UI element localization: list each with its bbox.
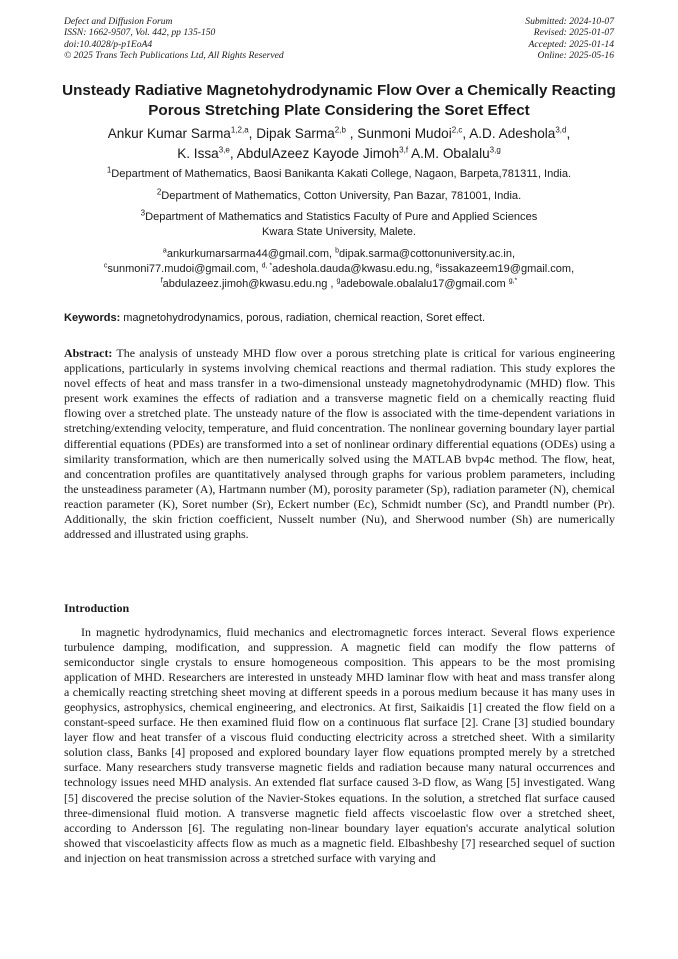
author: K. Issa$^{3,e}$, <box>177 144 237 161</box>
email[interactable]: $^a$ankurkumarsarma44@gmail.com, <box>162 247 336 260</box>
introduction-paragraph: In magnetic hydrodynamics, fluid mechanics and electromagnetic forces interact. Several flows experience turbulence damping, modification, and suppression. A magnetic field can modify the flow patterns of semiconductor single crystals to ensure homogeneous composition. This appears to be the most promising application of MHD. Researchers are interested in unsteady MHD laminar flow with heat and mass transfer along a chemically reacting stretching sheet moving at different speeds in a porous medium because it has many uses in geophysics, astrophysics, chemical engineering, and electronics. At first, Saikaidis [1] created the flow field on a constant-speed surface. He then examined fluid flow on a continuous flat surface [2]. Crane [3] studied boundary layer flow and heat transfer of a viscous fluid conducting electricity across a stretched sheet. With a similarity solution class, Banks [4] proposed and explored boundary layer flow equations prompted merely by a stretched surface. Many researchers study transverse magnetic fields and radiation because many natural occurrences and technology issues need MHD analysis. An extended flat surface caused 3-D flow, as Wang [5] investigated. Wang [5] discovered the precise solution of the Navier-Stokes equations. In the solution, a stretched flat surface caused three-dimensional fluid motion. A transverse magnetic field affects viscoelastic flow over a stretched sheet, according to Andersson [6]. The regulating non-linear boundary layer equation's accurate analytical solution showed that viscoelasticity affects flow as much as a magnetic field. Elbashbeshy [7] researched sequel of suction and injection on heat transmission across a stretched surface with varying and <box>64 625 615 865</box>
keywords-label: Keywords: <box>64 312 121 324</box>
paper-title: Unsteady Radiative Magnetohydrodynamic Flow Over a Chemically Reacting Porous Stretching Plate Considering the Soret Effect <box>62 82 616 119</box>
affiliation: $^3$Department of Mathematics and Statistics Faculty of Pure and Applied Sciences Kwara State University, Malete. <box>140 208 538 238</box>
abstract <box>64 346 615 542</box>
email[interactable]: $^b$dipak.sarma@cottonuniversity.ac.in, <box>335 247 516 260</box>
email[interactable]: $^g$adebowale.obalalu17@gmail.com <box>336 276 509 290</box>
abstract-text: The analysis of unsteady MHD flow over a porous stretching plate is critical for various engineering applications, particularly in systems involving chemical reactions and thermal radiation. This study explores the novel effects of heat and mass transfer in a two-dimensional unsteady magnetohydrodynamic (MHD) flow. This present work examines the effects of radiation and a transverse magnetic field on a chemically reacting fluid flowing over a stretched plate. The unsteady nature of the flow is associated with the time-dependent variations in stretching/extending velocity, temperature, and fluid concentration. The nonlinear governing boundary layer partial differential equations (PDEs) are transformed into a set of nonlinear ordinary differential equations (ODEs) using a similarity transformation, which are then numerically solved using the MATLAB bvp4c method. The flow, heat, and concentration profiles are quantitatively analysed through graphs for various problem parameters, including the unsteadiness parameter (A), Hartmann number (M), porosity parameter (Sp), radiation parameter (N), chemical reaction parameter (K), Soret number (Sr), Eckert number (Ec), Schmidt number (Sc), and Prandtl number (Pr). Additionally, the skin friction coefficient, Nusselt number (Nu), and Sherwood number (Sh) are numerically addressed and illustrated using graphs. <box>64 346 615 542</box>
publication-dates <box>525 16 614 62</box>
email-list <box>30 247 648 291</box>
email[interactable]: $^e$issakazeem19@gmail.com, <box>435 262 575 275</box>
affiliation: $^1$Department of Mathematics, Baosi Banikanta Kakati College, Nagaon, Barpeta,781311, India. <box>106 165 572 180</box>
email-marker: g,* <box>508 276 518 284</box>
author: Dipak Sarma$^{2,b}$ , <box>256 125 358 141</box>
journal-info <box>64 16 284 62</box>
author: A.M. Obalalu$^{3,g}$ <box>411 144 501 161</box>
submitted-date: Submitted: 2024-10-07 <box>525 16 614 27</box>
section-heading-introduction: Introduction <box>64 601 130 615</box>
affiliation: $^2$Department of Mathematics, Cotton University, Pan Bazar, 781001, India. <box>156 187 522 202</box>
issn: ISSN: 1662-9507, Vol. 442, pp 135-150 <box>64 27 216 39</box>
keywords <box>64 311 614 325</box>
accepted-date: Accepted: 2025-01-14 <box>528 38 614 50</box>
email[interactable]: $^c$sunmoni77.mudoi@gmail.com, <box>103 262 262 275</box>
email[interactable]: $^f$abdulazeez.jimoh@kwasu.edu.ng , <box>160 276 337 290</box>
page-header <box>64 16 614 62</box>
author: AbdulAzeez Kayode Jimoh$^{3,f}$ <box>236 144 409 161</box>
revised-date: Revised: 2025-01-07 <box>533 27 614 39</box>
online-date: Online: 2025-05-16 <box>537 50 614 62</box>
keywords-text: magnetohydrodynamics, porous, radiation, chemical reaction, Soret effect. <box>120 312 486 324</box>
journal-name: Defect and Diffusion Forum <box>64 16 173 27</box>
author-list <box>30 124 648 163</box>
email[interactable]: $^{d, *}$adeshola.dauda@kwasu.edu.ng, <box>261 262 436 275</box>
author: A.D. Adeshola$^{3,d}$, <box>469 125 571 141</box>
copyright: © 2025 Trans Tech Publications Ltd, All Rights Reserved <box>64 50 284 62</box>
doi: doi:10.4028/p-p1EoA4 <box>64 38 153 50</box>
author: Ankur Kumar Sarma$^{1,2,a}$, <box>107 125 257 141</box>
abstract-label: Abstract: <box>64 346 113 360</box>
author: Sunmoni Mudoi$^{2,c}$, <box>357 125 470 141</box>
